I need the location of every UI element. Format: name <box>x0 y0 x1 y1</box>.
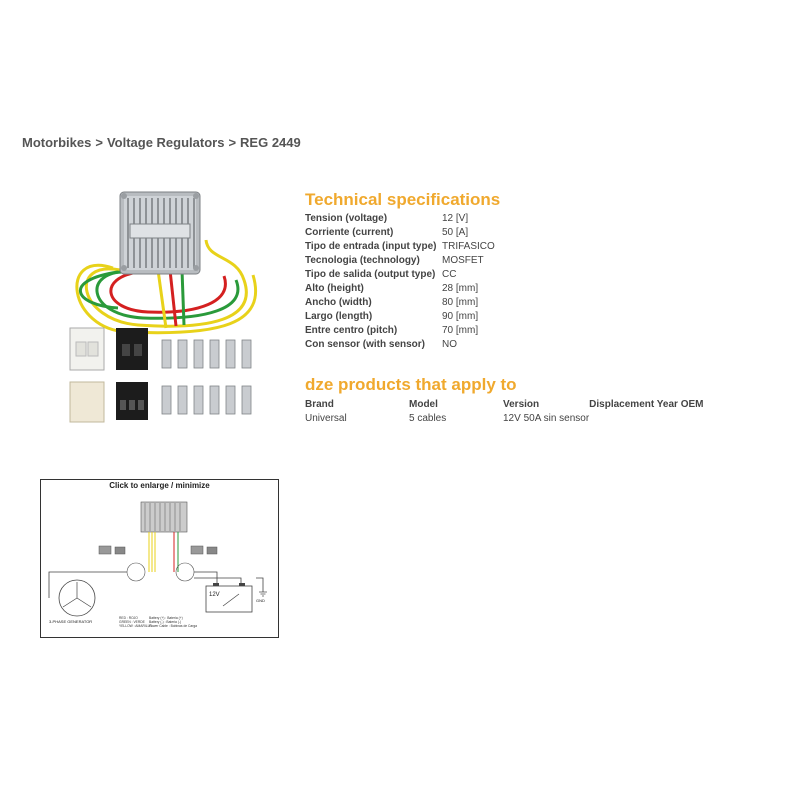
specs-table <box>305 211 495 352</box>
breadcrumb-motorbikes[interactable]: Motorbikes <box>22 135 92 150</box>
column-header-model: Model <box>409 398 438 410</box>
table-row <box>305 310 495 324</box>
cell-model: 5 cables <box>409 412 447 424</box>
column-header-displacement-year-oem: Displacement Year OEM <box>589 398 704 410</box>
spec-label: Con sensor (with sensor) <box>305 339 426 351</box>
legend-colors <box>119 616 152 628</box>
spec-label: Alto (height) <box>305 283 364 295</box>
table-row <box>305 253 495 267</box>
column-header-version: Version <box>503 398 540 410</box>
spec-value: CC <box>442 268 457 280</box>
column-header-brand: Brand <box>305 398 334 410</box>
spec-value: 70 [mm] <box>442 325 479 337</box>
product-image[interactable] <box>58 180 270 430</box>
table-row <box>305 338 495 352</box>
cell-brand: Universal <box>305 412 347 424</box>
legend-item: Power Cable : Bobinas de Carga <box>149 624 198 628</box>
battery-label: 12V <box>209 592 220 598</box>
legend-item: YELLOW : AMARILLO <box>119 624 152 628</box>
breadcrumb <box>22 135 301 150</box>
spec-value: 80 [mm] <box>442 297 479 309</box>
products-table <box>305 397 719 425</box>
table-row <box>305 225 495 239</box>
spec-value: 90 [mm] <box>442 311 479 323</box>
cell-extra <box>589 411 719 425</box>
spec-label: Tipo de salida (output type) <box>305 268 436 280</box>
spec-value: MOSFET <box>442 254 484 266</box>
spec-value: NO <box>442 339 457 351</box>
cell-version: 12V 50A sin sensor <box>503 412 590 424</box>
breadcrumb-separator: > <box>95 135 103 150</box>
spec-value: 50 [A] <box>442 226 469 238</box>
table-row <box>305 239 495 253</box>
legend-functions <box>149 616 197 628</box>
breadcrumb-current: REG 2449 <box>240 135 301 150</box>
breadcrumb-voltage-regulators[interactable]: Voltage Regulators <box>106 135 225 150</box>
spec-label: Tension (voltage) <box>305 212 388 224</box>
table-row <box>305 296 495 310</box>
spec-value: 12 [V] <box>442 212 469 224</box>
generator-label: 3-PHASE GENERATOR <box>49 619 93 624</box>
table-row <box>305 211 495 225</box>
products-title: dze products that apply to <box>305 375 517 394</box>
legend-item: Battery (-) : Bateria (-) <box>149 620 182 624</box>
breadcrumb-separator: > <box>228 135 237 150</box>
specs-title: Technical specifications <box>305 190 501 209</box>
legend-item: GREEN : VERDE <box>119 620 145 624</box>
table-row <box>305 411 719 425</box>
legend-item: RED : ROJO <box>119 616 138 620</box>
spec-label: Ancho (width) <box>305 297 372 309</box>
wiring-diagram[interactable] <box>40 479 279 638</box>
legend-item: Battery (+) : Bateria (+) <box>149 616 183 620</box>
spec-value: 28 [mm] <box>442 283 479 295</box>
spec-label: Entre centro (pitch) <box>305 325 398 337</box>
table-header-row <box>305 397 719 411</box>
gnd-label: GND <box>256 598 265 603</box>
spec-value: TRIFASICO <box>442 240 495 252</box>
spec-label: Largo (length) <box>305 311 373 323</box>
table-row <box>305 281 495 295</box>
spec-label: Corriente (current) <box>305 226 394 238</box>
diagram-caption[interactable]: Click to enlarge / minimize <box>109 481 210 490</box>
spec-label: Tecnologia (technology) <box>305 254 420 266</box>
spec-label: Tipo de entrada (input type) <box>305 240 437 252</box>
table-row <box>305 324 495 338</box>
wiring-diagram-drawing <box>41 480 278 637</box>
table-row <box>305 267 495 281</box>
